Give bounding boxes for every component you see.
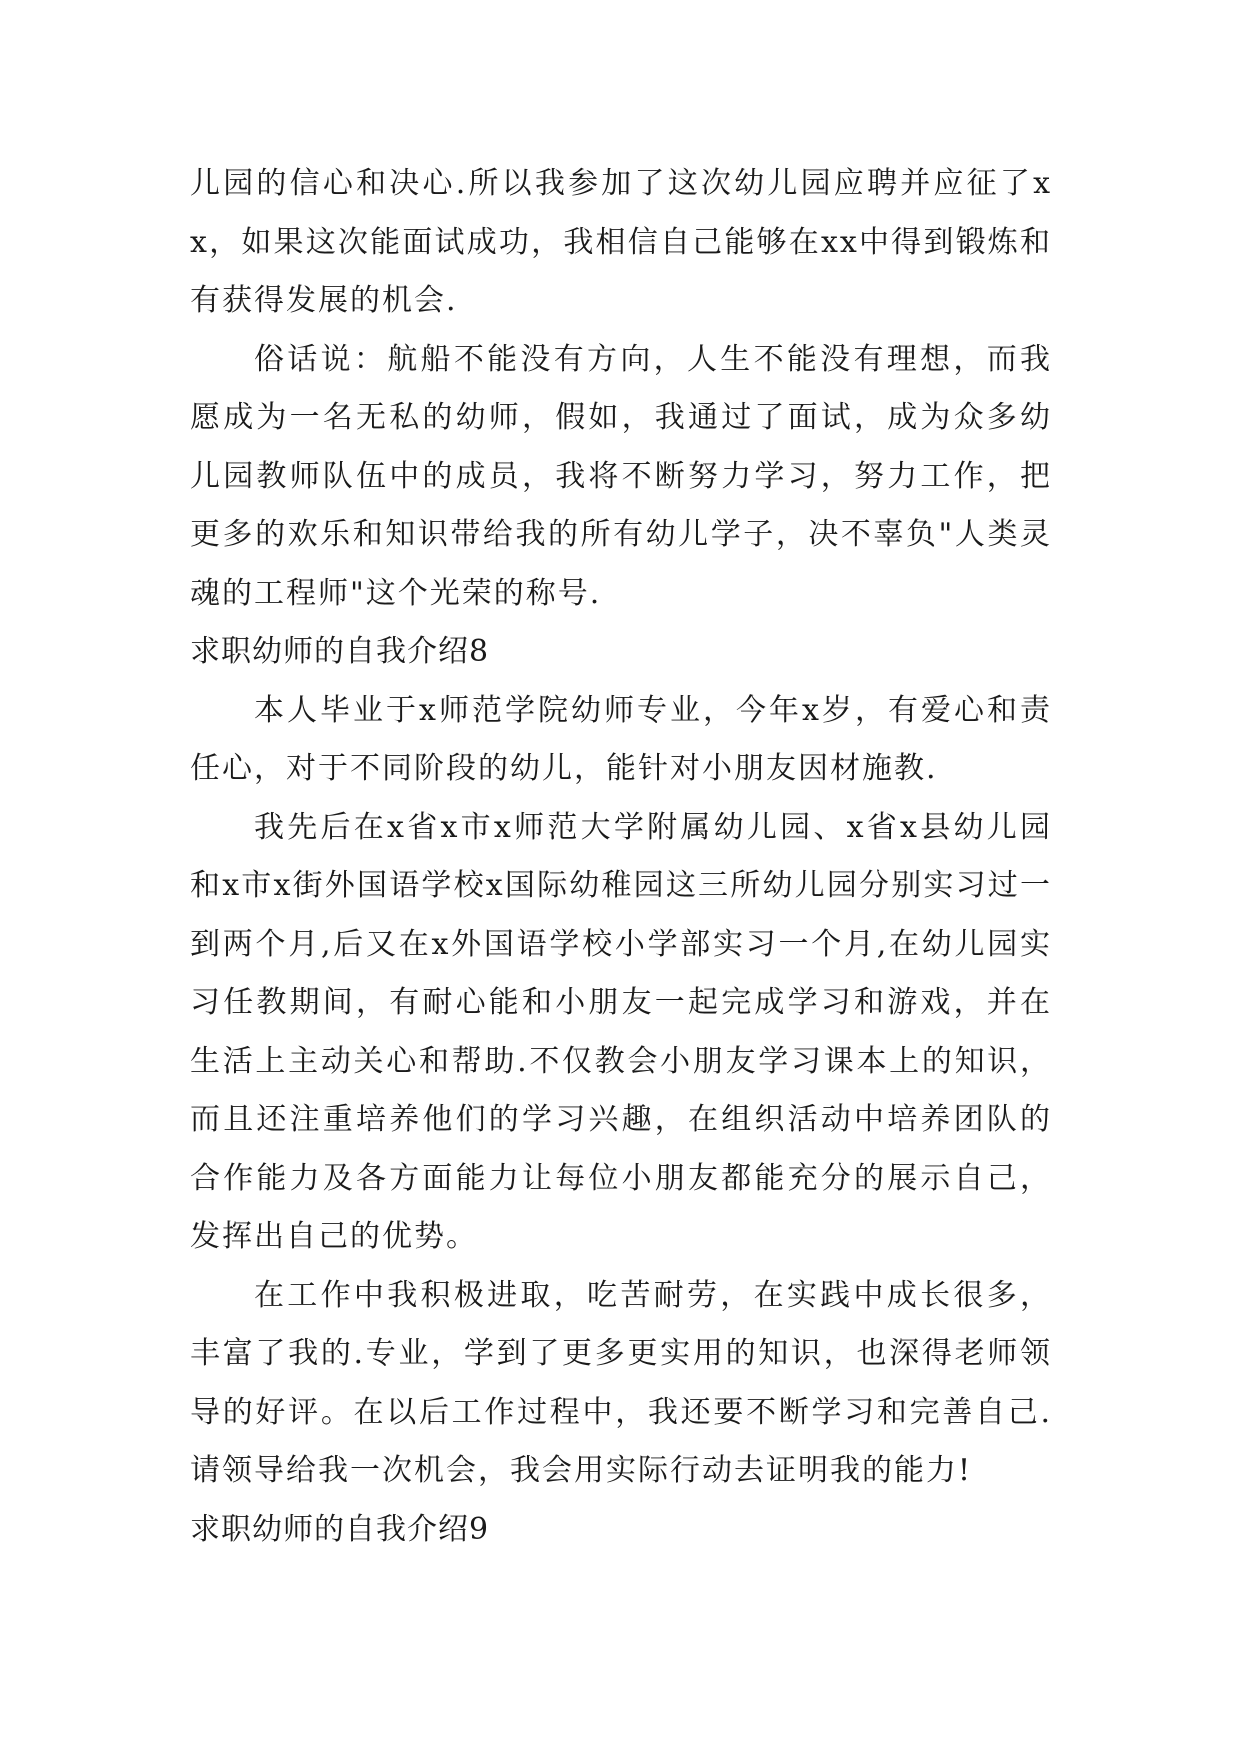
paragraph-aspiration: 俗话说：航船不能没有方向，人生不能没有理想，而我愿成为一名无私的幼师，假如，我通过了面试，成为众多幼儿园教师队伍中的成员，我将不断努力学习，努力工作，把更多的欢乐和知识带给我的所有幼儿学子，决不辜负"人类灵魂的工程师"这个光荣的称号. [190,341,1052,611]
document-body [190,155,1052,1559]
paragraph-continuation: 儿园的信心和决心.所以我参加了这次幼儿园应聘并应征了xx，如果这次能面试成功，我相信自己能够在xx中得到锻炼和有获得发展的机会. [190,166,1052,318]
section-heading-8: 求职幼师的自我介绍8 [190,634,490,669]
paragraph-internship: 我先后在x省x市x师范大学附属幼儿园、x省x县幼儿园和x市x街外国语学校x国际幼稚园这三所幼儿园分别实习过一到两个月,后又在x外国语学校小学部实习一个月,在幼儿园实习任教期间，有耐心能和小朋友一起完成学习和游戏，并在生活上主动关心和帮助.不仅教会小朋友学习课本上的知识，而且还注重培养他们的学习兴趣，在组织活动中培养团队的合作能力及各方面能力让每位小朋友都能充分的展示自己，发挥出自己的优势。 [190,809,1052,1254]
paragraph-education: 本人毕业于x师范学院幼师专业，今年x岁，有爱心和责任心，对于不同阶段的幼儿，能针对小朋友因材施教. [190,692,1052,786]
paragraph-work-attitude: 在工作中我积极进取，吃苦耐劳，在实践中成长很多，丰富了我的.专业，学到了更多更实用的知识，也深得老师领导的好评。在以后工作过程中，我还要不断学习和完善自己.请领导给我一次机会，我会用实际行动去证明我的能力! [190,1277,1052,1488]
section-heading-9: 求职幼师的自我介绍9 [190,1511,490,1547]
